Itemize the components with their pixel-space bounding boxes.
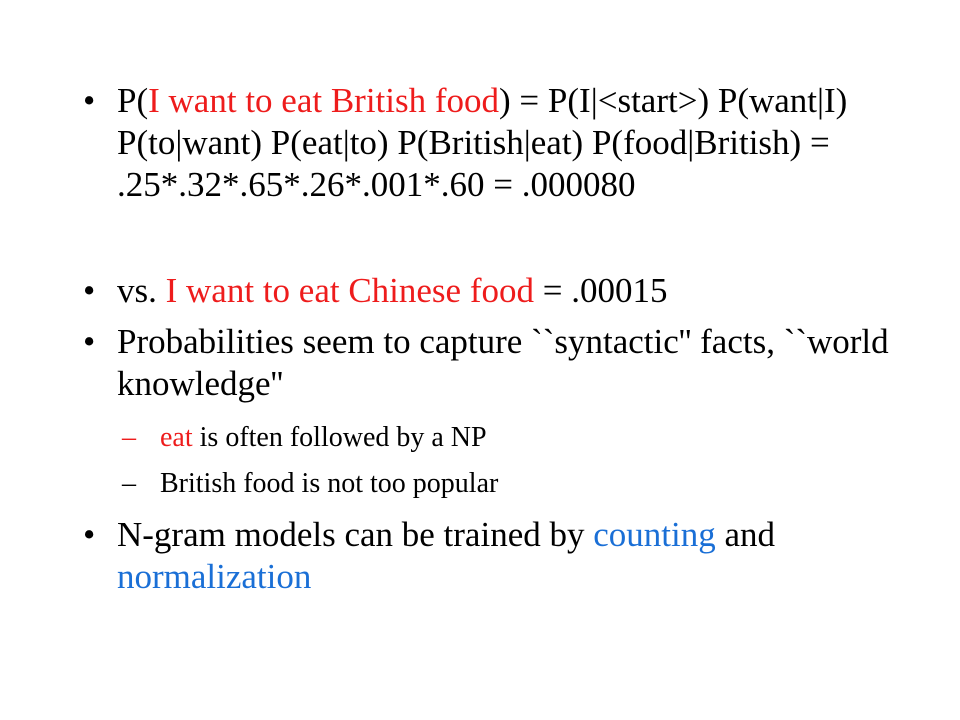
bullet-probabilities-capture	[83, 321, 907, 405]
bullet-dot: •	[83, 271, 96, 310]
bullet-dot: •	[83, 81, 96, 120]
sub-bullet-dash: –	[122, 468, 136, 499]
counting-term: counting	[593, 515, 716, 554]
probability-formula: ) = P(I|<start>) P(want|I) P(to|want) P(eat|to) P(British|eat) P(food|British) = .25*.32*.65*.26*.001*.60 = .000080	[117, 81, 848, 204]
british-food-text: British food is not too popular	[160, 468, 499, 499]
eat-rest: is often followed by a NP	[192, 422, 487, 453]
sentence-chinese: I want to eat Chinese food	[165, 271, 534, 310]
chinese-value: = .00015	[534, 271, 668, 310]
eat-word: eat	[160, 422, 193, 453]
sub-bullet-british-food	[122, 467, 860, 501]
and-word: and	[715, 515, 776, 554]
bullet-vs-chinese	[83, 270, 907, 312]
vs-prefix: vs.	[117, 271, 166, 310]
bullet-dot: •	[83, 515, 96, 554]
probabilities-text: Probabilities seem to capture ``syntactic'' facts, ``world knowledge''	[117, 322, 889, 403]
bullet-ngram-training	[83, 514, 907, 598]
p-open: P(	[117, 81, 149, 120]
sub-bullet-dash: –	[122, 422, 136, 453]
sub-bullet-eat	[122, 421, 860, 455]
bullet-dot: •	[83, 322, 96, 361]
bullet-probability-british	[83, 80, 907, 206]
ngram-prefix: N-gram models can be trained by	[117, 515, 594, 554]
sentence-british: I want to eat British food	[148, 81, 500, 120]
normalization-term: normalization	[117, 557, 312, 596]
